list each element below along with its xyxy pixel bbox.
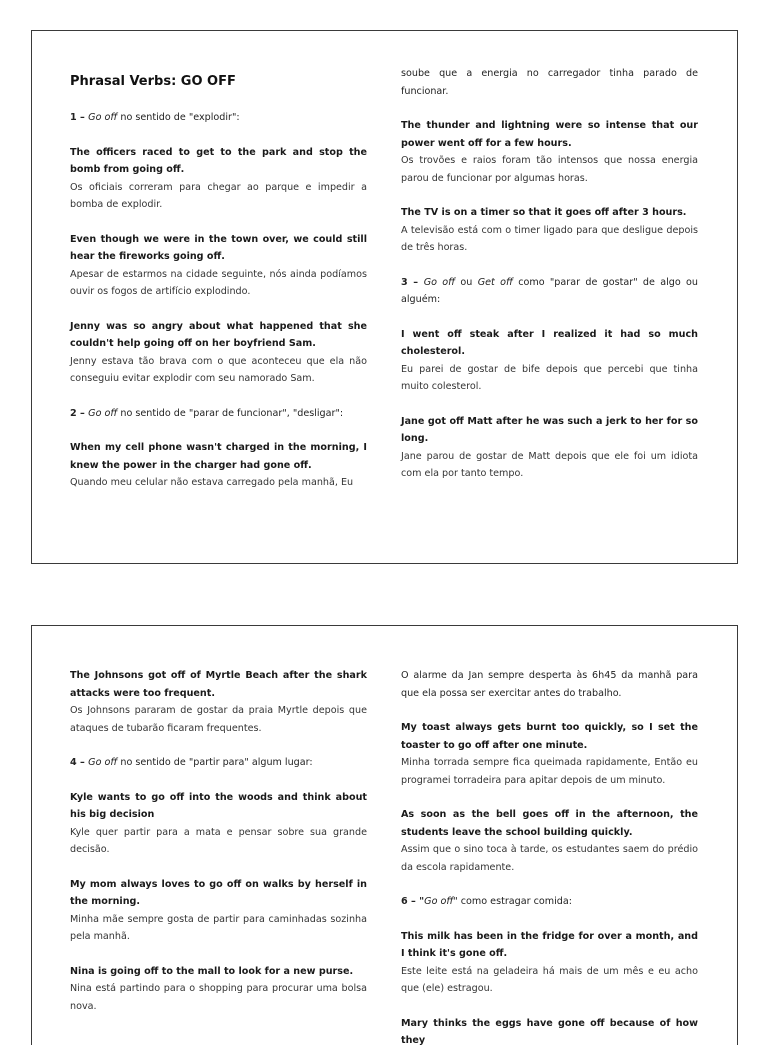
example-block: [401, 719, 698, 789]
example-english: When my cell phone wasn't charged in the morning, I knew the power in the charger had gone off.: [70, 442, 367, 471]
section-heading-6: 6 – "Go off" como estragar comida:: [401, 893, 698, 911]
example-translation: Assim que o sino toca à tarde, os estudantes saem do prédio da escola rapidamente.: [401, 844, 698, 873]
example-translation: Nina está partindo para o shopping para procurar uma bolsa nova.: [70, 983, 367, 1012]
example-english: The TV is on a timer so that it goes off after 3 hours.: [401, 207, 686, 218]
page2-column-left: [70, 667, 367, 1032]
example-english: Mary thinks the eggs have gone off because of how they: [401, 1018, 698, 1045]
page2-column-right: [401, 667, 698, 1045]
example-translation: Kyle quer partir para a mata e pensar sobre sua grande decisão.: [70, 827, 367, 856]
example-block: [70, 144, 367, 214]
example-english: My mom always loves to go off on walks by herself in the morning.: [70, 879, 367, 908]
example-translation: Minha mãe sempre gosta de partir para caminhadas sozinha pela manhã.: [70, 914, 367, 943]
document-page-1: [31, 30, 738, 564]
example-english: Kyle wants to go off into the woods and think about his big decision: [70, 792, 367, 821]
example-translation: Apesar de estarmos na cidade seguinte, nós ainda podíamos ouvir os fogos de artifício explodindo.: [70, 269, 367, 298]
example-english: As soon as the bell goes off in the afternoon, the students leave the school building quickly.: [401, 809, 698, 838]
example-translation: Os oficiais correram para chegar ao parque e impedir a bomba de explodir.: [70, 182, 367, 211]
example-translation: Quando meu celular não estava carregado pela manhã, Eu: [70, 477, 353, 488]
continued-text: soube que a energia no carregador tinha parado de funcionar.: [401, 65, 698, 100]
example-translation: Jane parou de gostar de Matt depois que ele foi um idiota com ela por tanto tempo.: [401, 451, 698, 480]
example-translation: Os Johnsons pararam de gostar da praia Myrtle depois que ataques de tubarão ficaram frequentes.: [70, 705, 367, 734]
example-english: The thunder and lightning were so intense that our power went off for a few hours.: [401, 120, 698, 149]
example-block: [70, 318, 367, 388]
example-english: Nina is going off to the mall to look for a new purse.: [70, 966, 353, 977]
example-english: Even though we were in the town over, we could still hear the fireworks going off.: [70, 234, 367, 263]
example-block: [401, 204, 698, 257]
example-block: [401, 326, 698, 396]
example-block: [401, 928, 698, 998]
example-translation: Eu parei de gostar de bife depois que percebi que tinha muito colesterol.: [401, 364, 698, 393]
example-block: [70, 876, 367, 946]
example-block: [70, 963, 367, 1016]
page1-column-left: [70, 73, 367, 509]
example-translation: A televisão está com o timer ligado para que desligue depois de três horas.: [401, 225, 698, 254]
example-block: [401, 1015, 698, 1045]
example-block: [70, 231, 367, 301]
section-heading-1: 1 – Go off no sentido de "explodir":: [70, 109, 367, 127]
example-english: I went off steak after I realized it had so much cholesterol.: [401, 329, 698, 358]
example-block: [401, 413, 698, 483]
continued-text: O alarme da Jan sempre desperta às 6h45 da manhã para que ela possa ser exercitar antes do trabalho.: [401, 667, 698, 702]
example-translation: Os trovões e raios foram tão intensos que nossa energia parou de funcionar por algumas horas.: [401, 155, 698, 184]
example-english: The Johnsons got off of Myrtle Beach after the shark attacks were too frequent.: [70, 670, 367, 699]
example-block: [401, 117, 698, 187]
example-block: [70, 789, 367, 859]
example-english: The officers raced to get to the park and stop the bomb from going off.: [70, 147, 367, 176]
example-block: [401, 806, 698, 876]
document-page-2: [31, 625, 738, 1045]
example-translation: Este leite está na geladeira há mais de um mês e eu acho que (ele) estragou.: [401, 966, 698, 995]
example-block: [70, 667, 367, 737]
example-english: Jenny was so angry about what happened that she couldn't help going off on her boyfriend Sam.: [70, 321, 367, 350]
example-translation: Jenny estava tão brava com o que aconteceu que ela não conseguiu evitar explodir com seu namorado Sam.: [70, 356, 367, 385]
example-translation: Minha torrada sempre fica queimada rapidamente, Então eu programei torradeira para apitar depois de um minuto.: [401, 757, 698, 786]
page-title: Phrasal Verbs: GO OFF: [70, 73, 367, 91]
section-heading-3: 3 – Go off ou Get off como "parar de gostar" de algo ou alguém:: [401, 274, 698, 309]
example-english: Jane got off Matt after he was such a jerk to her for so long.: [401, 416, 698, 445]
section-heading-4: 4 – Go off no sentido de "partir para" algum lugar:: [70, 754, 367, 772]
example-english: My toast always gets burnt too quickly, so I set the toaster to go off after one minute.: [401, 722, 698, 751]
section-heading-2: 2 – Go off no sentido de "parar de funcionar", "desligar":: [70, 405, 367, 423]
page1-column-right: [401, 73, 698, 500]
example-block: [70, 439, 367, 492]
example-english: This milk has been in the fridge for over a month, and I think it's gone off.: [401, 931, 698, 960]
